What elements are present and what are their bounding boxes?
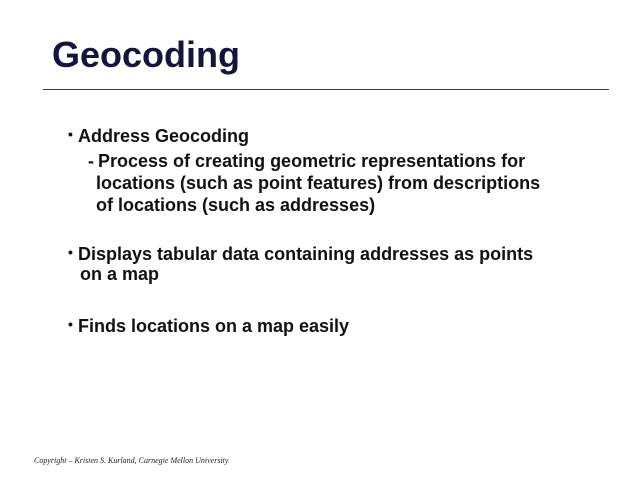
sub-bullet-definition [88, 150, 608, 216]
sub-bullet-text-3: of locations (such as addresses) [96, 195, 376, 215]
bullet-icon: • [68, 126, 73, 142]
sub-bullet-text-2: locations (such as point features) from descriptions [96, 173, 541, 193]
bullet-finds-locations [68, 314, 349, 336]
dash-icon: - [88, 151, 94, 171]
slide-title: Geocoding [52, 34, 240, 75]
bullet-icon: • [68, 316, 73, 332]
bullet-address-geocoding [68, 124, 249, 146]
bullet-text: Address Geocoding [78, 126, 250, 146]
bullet-displays-tabular-data [68, 242, 598, 284]
title-divider [43, 89, 609, 90]
bullet-text: Finds locations on a map easily [78, 316, 350, 336]
copyright-footer: Copyright – Kristen S. Kurland, Carnegie Mellon University [34, 456, 229, 465]
bullet-text-continued: on a map [80, 264, 160, 284]
sub-bullet-text-1: Process of creating geometric representations for [98, 151, 526, 171]
bullet-text: Displays tabular data containing addresses as points [78, 244, 534, 264]
bullet-icon: • [68, 244, 73, 260]
